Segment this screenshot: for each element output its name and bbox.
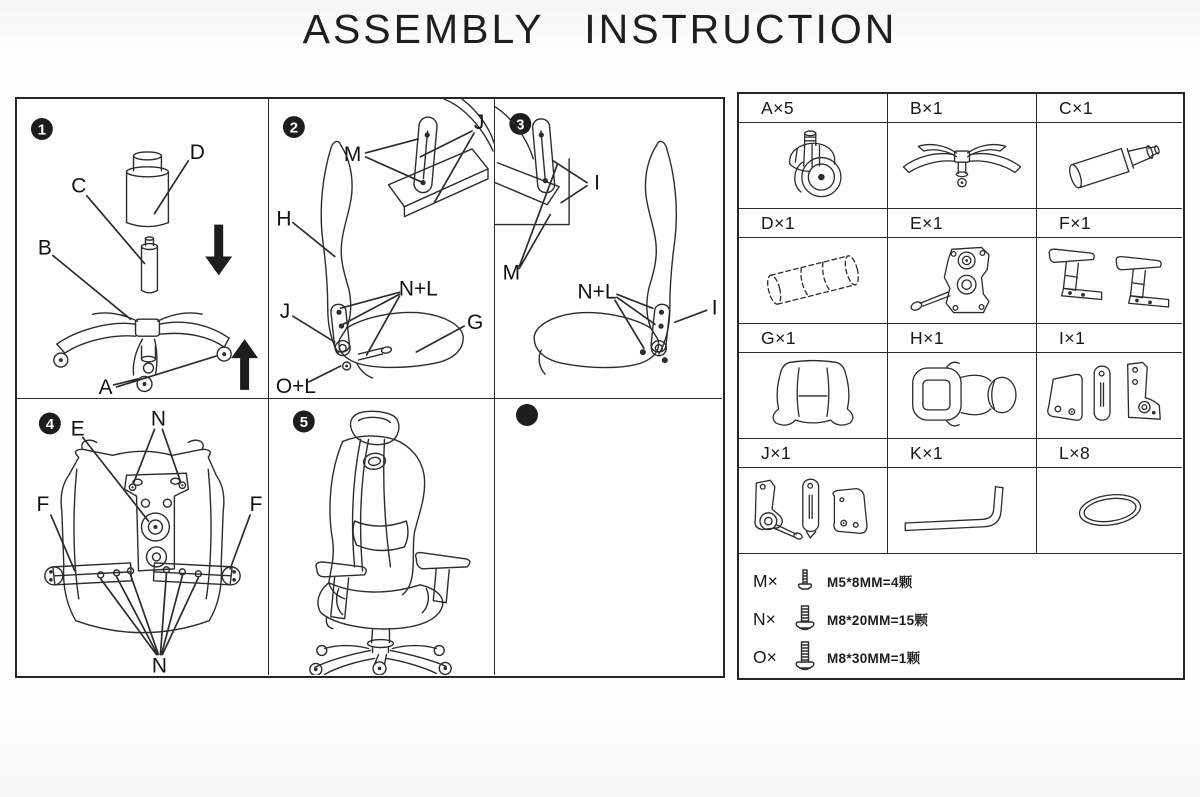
part-picture [1037, 238, 1182, 322]
step-4-badge [39, 412, 61, 434]
part-picture [1037, 353, 1182, 437]
step-2-badge [283, 116, 305, 138]
part-picture [739, 353, 887, 437]
part-picture [888, 123, 1036, 207]
part-cell-f [1037, 209, 1182, 324]
step4-label-n-top: N [150, 407, 166, 431]
step-4-number: 4 [45, 415, 55, 433]
cylinder-cover-drawing [127, 152, 169, 227]
part-cell-l [1037, 439, 1182, 554]
hardware-list [739, 554, 1182, 679]
part-picture [739, 123, 887, 207]
hardware-row-m [753, 562, 1182, 600]
hardware-row-o [753, 638, 1182, 676]
step-2-diagram [269, 99, 494, 398]
step-1-panel [17, 99, 269, 399]
step2-label-j-top: J [473, 111, 485, 135]
step1-label-d: D [189, 140, 205, 164]
step-1-diagram [17, 99, 268, 398]
step-6-panel [495, 399, 722, 675]
page-title: ASSEMBLY INSTRUCTION [302, 6, 898, 52]
step-5-diagram [269, 399, 494, 675]
part-picture [739, 468, 887, 552]
side-brackets-icon [1040, 355, 1180, 435]
part-cell-d [739, 209, 888, 324]
part-label: C×1 [1037, 94, 1182, 123]
part-picture [888, 238, 1036, 322]
step3-label-m: M [502, 261, 521, 285]
step-3-leader-lines [519, 161, 706, 348]
seat-underside-drawing [45, 440, 240, 632]
part-label: F×1 [1037, 209, 1182, 238]
part-cell-c [1037, 94, 1182, 209]
step3-label-i-top: I [594, 171, 600, 195]
part-cell-j [739, 439, 888, 554]
five-star-base-icon [892, 125, 1032, 205]
screw-washer-long-icon [792, 640, 818, 674]
parts-table [737, 92, 1185, 680]
backrest-seat-drawing-mirror [534, 141, 676, 374]
part-label: H×1 [888, 324, 1036, 353]
step-5-panel [269, 399, 495, 675]
up-arrow [231, 339, 258, 390]
bracket-inset-drawing-left [495, 107, 569, 225]
step2-label-j-side: J [279, 300, 291, 324]
cylinder-cover-icon [743, 240, 883, 320]
part-label: D×1 [739, 209, 887, 238]
part-picture [1037, 123, 1182, 207]
part-cell-a [739, 94, 888, 209]
step-5-badge [293, 411, 315, 433]
hardware-row-n [753, 600, 1182, 638]
step3-label-i-side: I [711, 296, 718, 320]
step2-label-h: H [276, 207, 292, 231]
part-cell-e [888, 209, 1037, 324]
step4-label-n-bottom: N [151, 654, 167, 675]
part-label: A×5 [739, 94, 887, 123]
part-label: E×1 [888, 209, 1036, 238]
step-4-panel [17, 399, 269, 675]
hardware-spec: M8*30MM=1颗 [827, 651, 921, 666]
part-cell-h [888, 324, 1037, 439]
part-label: L×8 [1037, 439, 1182, 468]
step-5-number: 5 [299, 413, 309, 431]
step-2-panel [269, 99, 495, 399]
step4-label-f-right: F [249, 493, 263, 517]
screw-washer-icon [792, 604, 818, 634]
part-picture [888, 353, 1036, 437]
filled-dot [516, 404, 538, 426]
hardware-label: M× [753, 570, 778, 591]
step4-label-e: E [70, 417, 85, 441]
part-picture [888, 468, 1036, 552]
step2-label-m: M [343, 142, 362, 166]
step-3-panel [495, 99, 722, 399]
armrest-pair-icon [1040, 240, 1180, 320]
caster-wheel-icon [743, 125, 883, 205]
hardware-label: N× [753, 608, 776, 629]
complete-chair-drawing [310, 411, 470, 675]
part-picture [1037, 468, 1182, 552]
part-cell-b [888, 94, 1037, 209]
part-label: B×1 [888, 94, 1036, 123]
step-2-number: 2 [289, 119, 299, 137]
part-cell-k [888, 439, 1037, 554]
washer-ring-icon [1040, 470, 1180, 550]
step-1-badge [31, 118, 53, 140]
part-label: K×1 [888, 439, 1036, 468]
part-label: G×1 [739, 324, 887, 353]
step-3-diagram [495, 99, 722, 398]
part-cell-g [739, 324, 888, 439]
step1-label-c: C [71, 174, 87, 198]
recline-brackets-icon [743, 470, 883, 550]
part-label: J×1 [739, 439, 887, 468]
gas-lift-drawing [142, 237, 158, 293]
part-label: I×1 [1037, 324, 1182, 353]
hardware-spec: M8*20MM=15颗 [827, 613, 929, 628]
part-picture [739, 238, 887, 322]
backrest-icon [892, 355, 1032, 435]
step2-label-g: G [466, 311, 484, 335]
step-3-number: 3 [516, 116, 525, 134]
step-1-number: 1 [37, 121, 47, 139]
step-2-leader-lines [293, 131, 474, 382]
step4-label-f-left: F [36, 493, 50, 517]
backrest-seat-drawing [321, 141, 463, 377]
step-4-leader-lines [51, 429, 250, 654]
step-6-diagram [495, 399, 722, 675]
step2-label-ol: O+L [275, 374, 316, 398]
gas-lift-cylinder-icon [1040, 125, 1180, 205]
seat-cushion-icon [743, 355, 883, 435]
tilt-mechanism-icon [892, 240, 1032, 320]
step2-label-nl: N+L [398, 277, 438, 301]
step3-label-nl: N+L [577, 280, 617, 304]
hardware-spec: M5*8MM=4颗 [827, 575, 913, 590]
screw-small-icon [792, 568, 818, 594]
down-arrow [205, 225, 232, 276]
step1-label-a: A [98, 375, 113, 398]
step-diagram-grid [15, 97, 725, 678]
step1-label-b: B [37, 236, 52, 260]
allen-key-icon [892, 470, 1032, 550]
part-cell-i [1037, 324, 1182, 439]
step-4-diagram [17, 399, 268, 675]
hardware-label: O× [753, 646, 777, 667]
